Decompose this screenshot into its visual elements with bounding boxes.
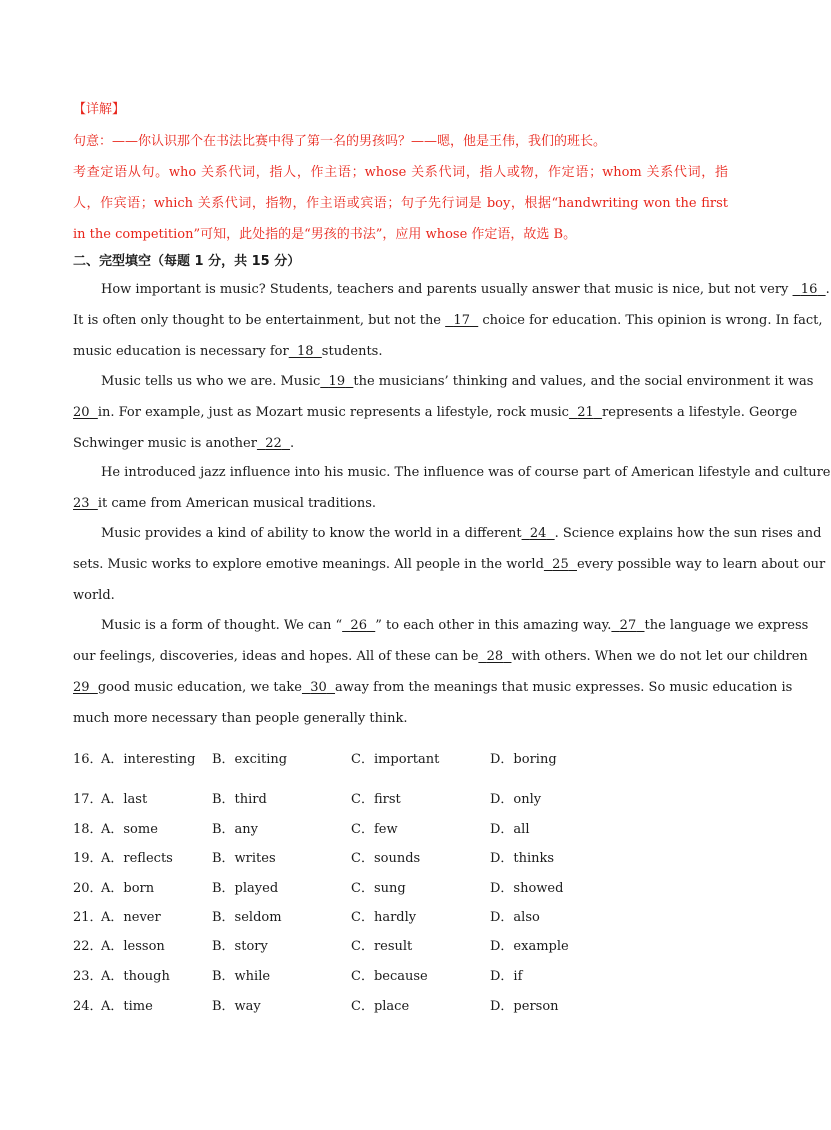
option-c: C．because — [351, 969, 428, 984]
explanation-meaning: 句意：——你认识那个在书法比赛中得了第一名的男孩吗？——嗯，他是王伟，我们的班长。 — [73, 134, 607, 149]
option-a: A．time — [101, 999, 153, 1014]
passage-text: choice for education. This opinion is wrong. In fact, — [482, 313, 823, 328]
question-number: 19． — [73, 851, 103, 866]
option-d: D．only — [490, 792, 542, 807]
option-b: B．story — [212, 939, 268, 954]
question-number: 16． — [73, 752, 103, 767]
blank-21: 21 — [577, 405, 594, 420]
passage-text: the language we express — [644, 618, 809, 633]
passage-text: How important is music? Students, teachers and parents usually answer that music is nice, but not very — [101, 282, 789, 297]
passage-line: much more necessary than people generally think. — [73, 711, 408, 726]
option-b: B．third — [212, 792, 267, 807]
passage-line — [73, 496, 728, 511]
option-a: A．never — [101, 910, 161, 925]
option-d: D．person — [490, 999, 559, 1014]
option-d: D．thinks — [490, 851, 555, 866]
blank-28: 28 — [486, 649, 504, 664]
option-d: D．all — [490, 822, 530, 837]
passage-text: Schwinger music is another — [73, 436, 257, 451]
question-number: 17． — [73, 792, 103, 807]
blank-20: 20 — [73, 405, 90, 420]
blank-30: 30 — [310, 680, 327, 695]
blank-19: 19 — [328, 374, 346, 389]
passage-text: Music is a form of thought. We can “ — [101, 618, 343, 633]
option-a: A．born — [101, 881, 155, 896]
passage-line — [101, 526, 822, 541]
question-number: 22． — [73, 939, 103, 954]
blank-16: 16 — [800, 282, 818, 297]
passage-text: every possible way to learn about our — [576, 557, 826, 572]
blank-23: 23 — [73, 496, 90, 511]
passage-line: He introduced jazz influence into his music. The influence was of course part of American lifestyle and culture — [101, 465, 831, 480]
passage-line — [73, 680, 793, 695]
option-b: B．while — [212, 969, 271, 984]
passage-text: It is often only thought to be entertainment, but not the — [73, 313, 442, 328]
option-d: D．if — [490, 969, 523, 984]
passage-text: sets. Music works to explore emotive meanings. All people in the world — [73, 557, 544, 572]
option-d: D．also — [490, 910, 540, 925]
blank-18: 18 — [296, 344, 314, 359]
question-number: 20． — [73, 881, 103, 896]
option-c: C．sounds — [351, 851, 421, 866]
passage-line: Schwinger music is another 22 . — [73, 436, 295, 451]
explanation-line-3: in the competition”可知，此处指的是“男孩的书法”，应用 whose 作定语，故选 B。 — [73, 227, 577, 242]
passage-text: Music provides a kind of ability to know the world in a different — [101, 526, 522, 541]
option-a: A．though — [101, 969, 170, 984]
passage-text: our feelings, discoveries, ideas and hopes. All of these can be — [73, 649, 479, 664]
option-a: A．interesting — [101, 752, 196, 767]
option-b: B．exciting — [212, 752, 288, 767]
passage-text: good music education, we take — [97, 680, 302, 695]
option-a: A．reflects — [101, 851, 173, 866]
option-d: D．example — [490, 939, 569, 954]
option-d: D．boring — [490, 752, 557, 767]
option-a: A．lesson — [101, 939, 165, 954]
blank-22: 22 — [265, 436, 282, 451]
passage-text: in. For example, just as Mozart music represents a lifestyle, rock music — [97, 405, 569, 420]
blank-29: 29 — [73, 680, 90, 695]
passage-line — [73, 405, 798, 420]
passage-text: ” to each other in this amazing way. — [375, 618, 612, 633]
passage-line — [73, 557, 826, 572]
passage-text: the musicians’ thinking and values, and the social environment it was — [353, 374, 814, 389]
option-d: D．showed — [490, 881, 564, 896]
option-c: C．few — [351, 822, 398, 837]
question-number: 23． — [73, 969, 103, 984]
blank-27: 27 — [619, 618, 637, 633]
option-b: B．writes — [212, 851, 276, 866]
blank-25: 25 — [552, 557, 569, 572]
option-c: C．hardly — [351, 910, 417, 925]
question-number: 18． — [73, 822, 103, 837]
passage-line: world. — [73, 588, 115, 603]
passage-text: it came from American musical traditions. — [97, 496, 377, 511]
passage-text: music education is necessary for — [73, 344, 289, 359]
option-b: B．any — [212, 822, 259, 837]
passage-line — [73, 649, 808, 664]
option-a: A．last — [101, 792, 148, 807]
explanation-line-1: 考查定语从句。who 关系代词，指人，作主语；whose 关系代词，指人或物，作定语；whom 关系代词，指 — [73, 165, 728, 180]
passage-text: students. — [321, 344, 383, 359]
option-b: B．way — [212, 999, 261, 1014]
option-c: C．sung — [351, 881, 406, 896]
passage-line — [73, 313, 823, 328]
option-a: A．some — [101, 822, 158, 837]
option-c: C．result — [351, 939, 413, 954]
passage-text: . Science explains how the sun rises and — [554, 526, 822, 541]
explanation-line-2: 人，作宾语；which 关系代词，指物，作主语或宾语；句子先行词是 boy，根据“handwriting won the first — [73, 196, 728, 211]
passage-text: Music tells us who we are. Music — [101, 374, 321, 389]
passage-text: with others. When we do not let our children — [511, 649, 808, 664]
passage-line: How important is music? Students, teachers and parents usually answer that music is nice, but not very 16 . — [101, 282, 830, 297]
passage-text: represents a lifestyle. George — [602, 405, 798, 420]
section-title: 二、完型填空（每题 1 分，共 15 分） — [73, 254, 301, 269]
option-c: C．place — [351, 999, 410, 1014]
passage-text: away from the meanings that music expresses. So music education is — [335, 680, 793, 695]
explanation-label: 【详解】 — [73, 102, 126, 117]
question-number: 21． — [73, 910, 103, 925]
passage-line — [101, 374, 814, 389]
passage-line — [73, 344, 728, 359]
passage-line — [101, 618, 809, 633]
option-c: C．important — [351, 752, 440, 767]
question-number: 24． — [73, 999, 103, 1014]
blank-26: 26 — [350, 618, 367, 633]
option-b: B．seldom — [212, 910, 282, 925]
blank-24: 24 — [529, 526, 547, 541]
blank-17: 17 — [453, 313, 470, 328]
option-c: C．first — [351, 792, 401, 807]
option-b: B．played — [212, 881, 279, 896]
